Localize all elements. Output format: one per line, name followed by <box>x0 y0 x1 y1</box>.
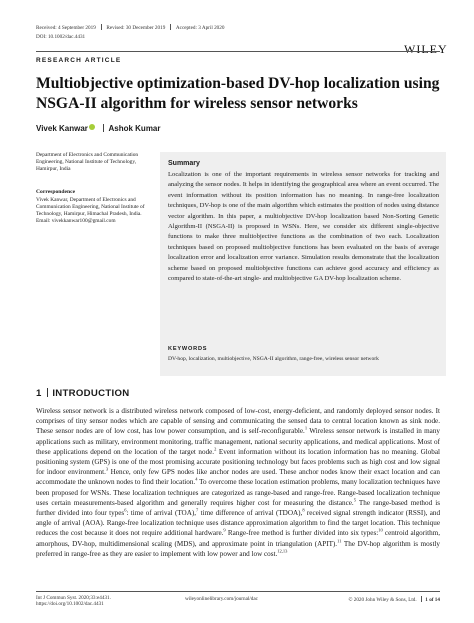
citation-ref[interactable]: 10 <box>378 528 383 534</box>
received-date: Received: 4 September 2019 <box>36 25 96 31</box>
body-sentence: Event information without its location information has no meaning. Global positioning system (GPS) is one of the most promising accurate positioning technology but faces problems such as high cost and low signal for indoor environment. <box>36 447 440 477</box>
article-doi[interactable]: DOI: 10.1002/dac.4431 <box>36 34 86 40</box>
divider <box>103 124 104 132</box>
citation-ref[interactable]: 2 <box>214 446 217 452</box>
body-paragraph <box>36 406 440 559</box>
body-sentence: The DV-hop algorithm is mostly preferred in range-free as they are easier to implement with low power and low cost. <box>36 539 440 558</box>
body-sentence: Wireless sensor network is a distributed wireless network composed of low-cost, energy-deficient, and randomly deployed sensor nodes. It comprises of tiny sensor nodes which are capable of sensing and communicating the sensed data to central location known as sink node. These sensor nodes are of low cost, has low power consumption, and is self-reconfigurable. <box>36 407 440 436</box>
footer-right <box>300 596 440 603</box>
publisher-logo: WILEY <box>404 42 448 56</box>
correspondence-heading: Correspondence <box>36 189 76 195</box>
footer-doi-link[interactable]: https://doi.org/10.1002/dac.4431 <box>36 601 104 608</box>
citation-ref[interactable]: 6 <box>124 507 127 513</box>
affiliation: Department of Electronics and Communication Engineering, National Institute of Technology, Hamirpur, India <box>36 152 139 172</box>
citation-ref[interactable]: 5 <box>353 497 356 503</box>
body-sentence: centroid algorithm, amorphous, DV-hop, multidimensional scaling (MDS), and approximate point in triangulation (APIT). <box>36 529 441 548</box>
keywords-heading: KEYWORDS <box>168 346 208 352</box>
paper-title: Multiobjective optimization-based DV-hop localization using NSGA-II algorithm for wireless sensor networks <box>36 75 440 112</box>
footer-rule <box>36 591 440 592</box>
copyright: © 2020 John Wiley & Sons, Ltd. <box>348 597 417 603</box>
citation-ref[interactable]: 7 <box>196 507 199 513</box>
citation-ref[interactable]: 9 <box>223 528 226 534</box>
body-sentence: : time of arrival (TOA), <box>126 509 197 518</box>
summary-text: Localization is one of the important requirements in wireless sensor networks for tracking and analyzing the sensor nodes. It helps in identifying the geographical area where an event occurred. The event information without its position information has no meaning. In range-free localization techniques, DV-hop is one of the main algorithm which estimates the position of nodes using distance vector algorithm. In this paper, a multiobjective DV-hop localization based Non-Sorting Genetic Algorithm-II (NSGA-II) is proposed in WSNs. Here, we consider six different single-objective functions to make three multiobjective functions as the combination of two each. Localization techniques based on proposed multiobjective functions has been evaluated on the basis of average localization error and localization error variance. Simulation results demonstrate that the localization scheme based on proposed multiobjective functions can achieve good accuracy and efficiency as compared to state-of-the-art single- and multiobjective GA DV-hop localization scheme. <box>168 171 439 283</box>
section-number: 1 <box>36 388 42 399</box>
body-sentence: To overcome these location estimation problems, many localization techniques have been proposed for WSNs. These localization techniques are categorized as range-based and range-free. Range-based localization technique uses certain measurements-based algorithm and generally requires higher cost for measuring the distance. <box>36 478 440 507</box>
citation-ref[interactable]: 4 <box>195 477 198 483</box>
journal-site-link[interactable]: wileyonlinelibrary.com/journal/dac <box>185 596 258 602</box>
received-dates <box>36 24 224 31</box>
citation-ref[interactable]: 3 <box>105 466 109 472</box>
body-sentence: time difference of arrival (TDOA), <box>198 509 303 518</box>
author-name[interactable]: Vivek Kanwar <box>36 124 88 133</box>
citation-ref[interactable]: 1 <box>304 426 308 432</box>
divider <box>421 596 422 602</box>
body-sentence: Wireless sensor network is installed in many applications such as military, environment monitoring, traffic management, national security applications, and medical applications. Most of these applications depend on the location of the target node. <box>36 427 440 456</box>
author-list <box>36 124 161 133</box>
revised-date: Revised: 30 December 2019 <box>106 25 166 31</box>
citation-ref[interactable]: 8 <box>302 507 305 513</box>
citation-ref[interactable]: 11 <box>337 538 342 544</box>
correspondence-text: Vivek Kanwar, Department of Electronics and Communication Engineering, National Institute of Technology, Hamirpur, Himachal Pradesh, India. Email: vivekkanwar100@gmail.com <box>36 197 145 224</box>
divider <box>101 24 102 30</box>
keywords-text: DV-hop, localization, multiobjective, NSGA-II algorithm, range-free, wireless sensor network <box>168 356 379 362</box>
body-sentence: Range-free method is further divided into six types: <box>225 529 379 538</box>
orcid-icon[interactable] <box>89 124 95 130</box>
author-name[interactable]: Ashok Kumar <box>108 124 161 133</box>
header-rule <box>36 51 440 52</box>
section-title: INTRODUCTION <box>52 388 130 399</box>
section-heading <box>36 388 129 399</box>
citation-ref[interactable]: 12,13 <box>277 548 288 554</box>
summary-heading: Summary <box>168 160 200 167</box>
journal-citation: Int J Commun Syst. 2020;33:e4431. <box>36 595 111 601</box>
divider <box>170 24 171 30</box>
footer-citation <box>36 595 111 608</box>
body-sentence: The range-based method is further divided into four types <box>36 498 440 518</box>
body-sentence: received signal strength indicator (RSSI), and angle of arrival (AOA). Range-free localization technique uses distance approximation algorithm to find the target location. This technique reduces the cost because it does not require additional hardware. <box>36 509 441 538</box>
body-sentence: Hence, only few GPS nodes like anchor nodes are used. These anchor nodes know their exact location and can accommodate the unknown nodes to find their location. <box>36 468 440 487</box>
article-type: RESEARCH ARTICLE <box>36 57 122 64</box>
page-number: 1 of 14 <box>425 597 440 603</box>
divider <box>47 388 48 397</box>
accepted-date: Accepted: 3 April 2020 <box>175 25 225 31</box>
